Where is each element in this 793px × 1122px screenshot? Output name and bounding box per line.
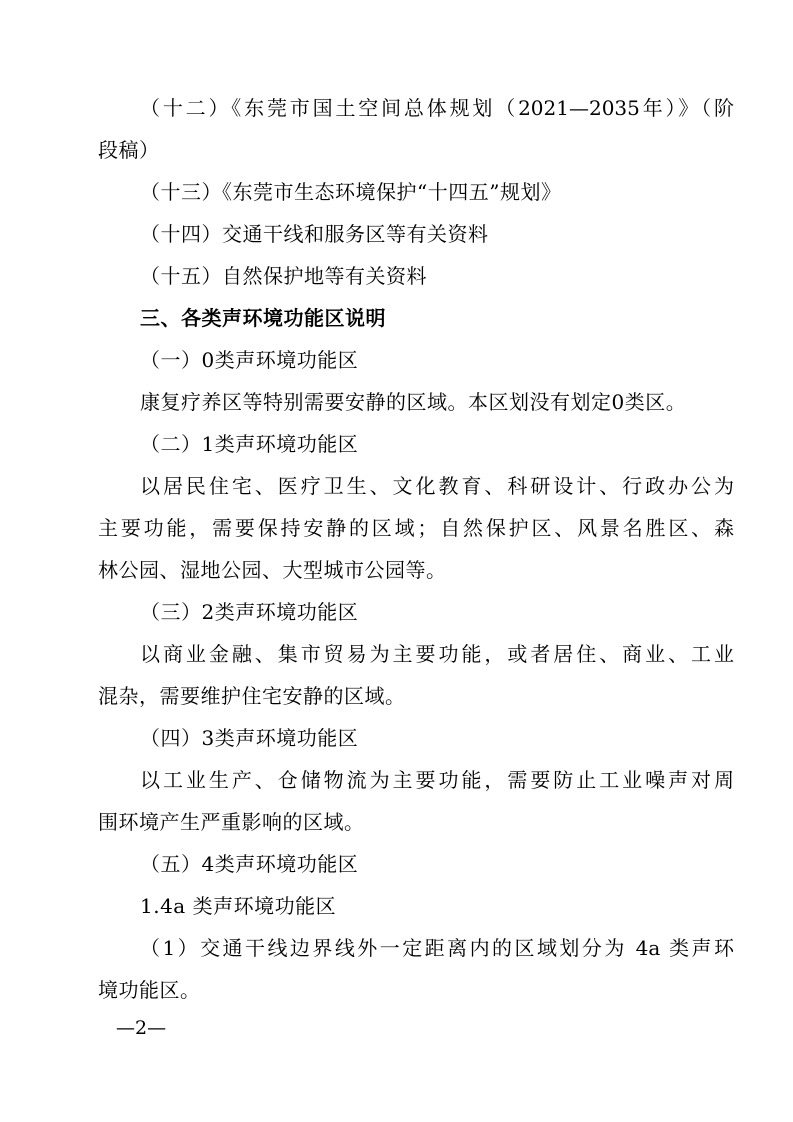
subsection-heading: （五）4类声环境功能区	[140, 852, 359, 876]
paragraph-line: 康复疗养区等特别需要安静的区域。本区划没有划定0类区。	[140, 390, 687, 414]
paragraph-line: 境功能区。	[98, 978, 201, 1002]
paragraph-line: （十三）《东莞市生态环境保护“十四五”规划》	[140, 180, 562, 204]
paragraph-line: （十四）交通干线和服务区等有关资料	[140, 222, 489, 246]
paragraph-line: 段稿）	[98, 138, 160, 162]
sub-item-heading: 1.4a 类声环境功能区	[140, 894, 337, 918]
page-number: —2—	[116, 1017, 167, 1039]
subsection-heading: （四）3类声环境功能区	[140, 726, 359, 750]
paragraph-line: 围环境产生严重影响的区域。	[98, 810, 365, 834]
paragraph-line: 以商业金融、集市贸易为主要功能，或者居住、商业、工业	[140, 642, 734, 666]
paragraph-line: 以居民住宅、医疗卫生、文化教育、科研设计、行政办公为	[140, 474, 734, 498]
paragraph-line: （十二）《东莞市国土空间总体规划（2021—2035年）》（阶	[140, 96, 734, 120]
paragraph-line: 主要功能，需要保持安静的区域；自然保护区、风景名胜区、森	[98, 516, 734, 540]
paragraph-line: 林公园、湿地公园、大型城市公园等。	[98, 558, 447, 582]
subsection-heading: （一）0类声环境功能区	[140, 348, 359, 372]
paragraph-line: 以工业生产、仓储物流为主要功能，需要防止工业噪声对周	[140, 768, 734, 792]
subsection-heading: （二）1类声环境功能区	[140, 432, 359, 456]
paragraph-line: 混杂，需要维护住宅安静的区域。	[98, 684, 406, 708]
paragraph-line: （1）交通干线边界线外一定距离内的区域划分为 4a 类声环	[140, 936, 734, 960]
subsection-heading: （三）2类声环境功能区	[140, 600, 359, 624]
section-heading: 三、各类声环境功能区说明	[140, 306, 386, 330]
paragraph-line: （十五）自然保护地等有关资料	[140, 264, 427, 288]
